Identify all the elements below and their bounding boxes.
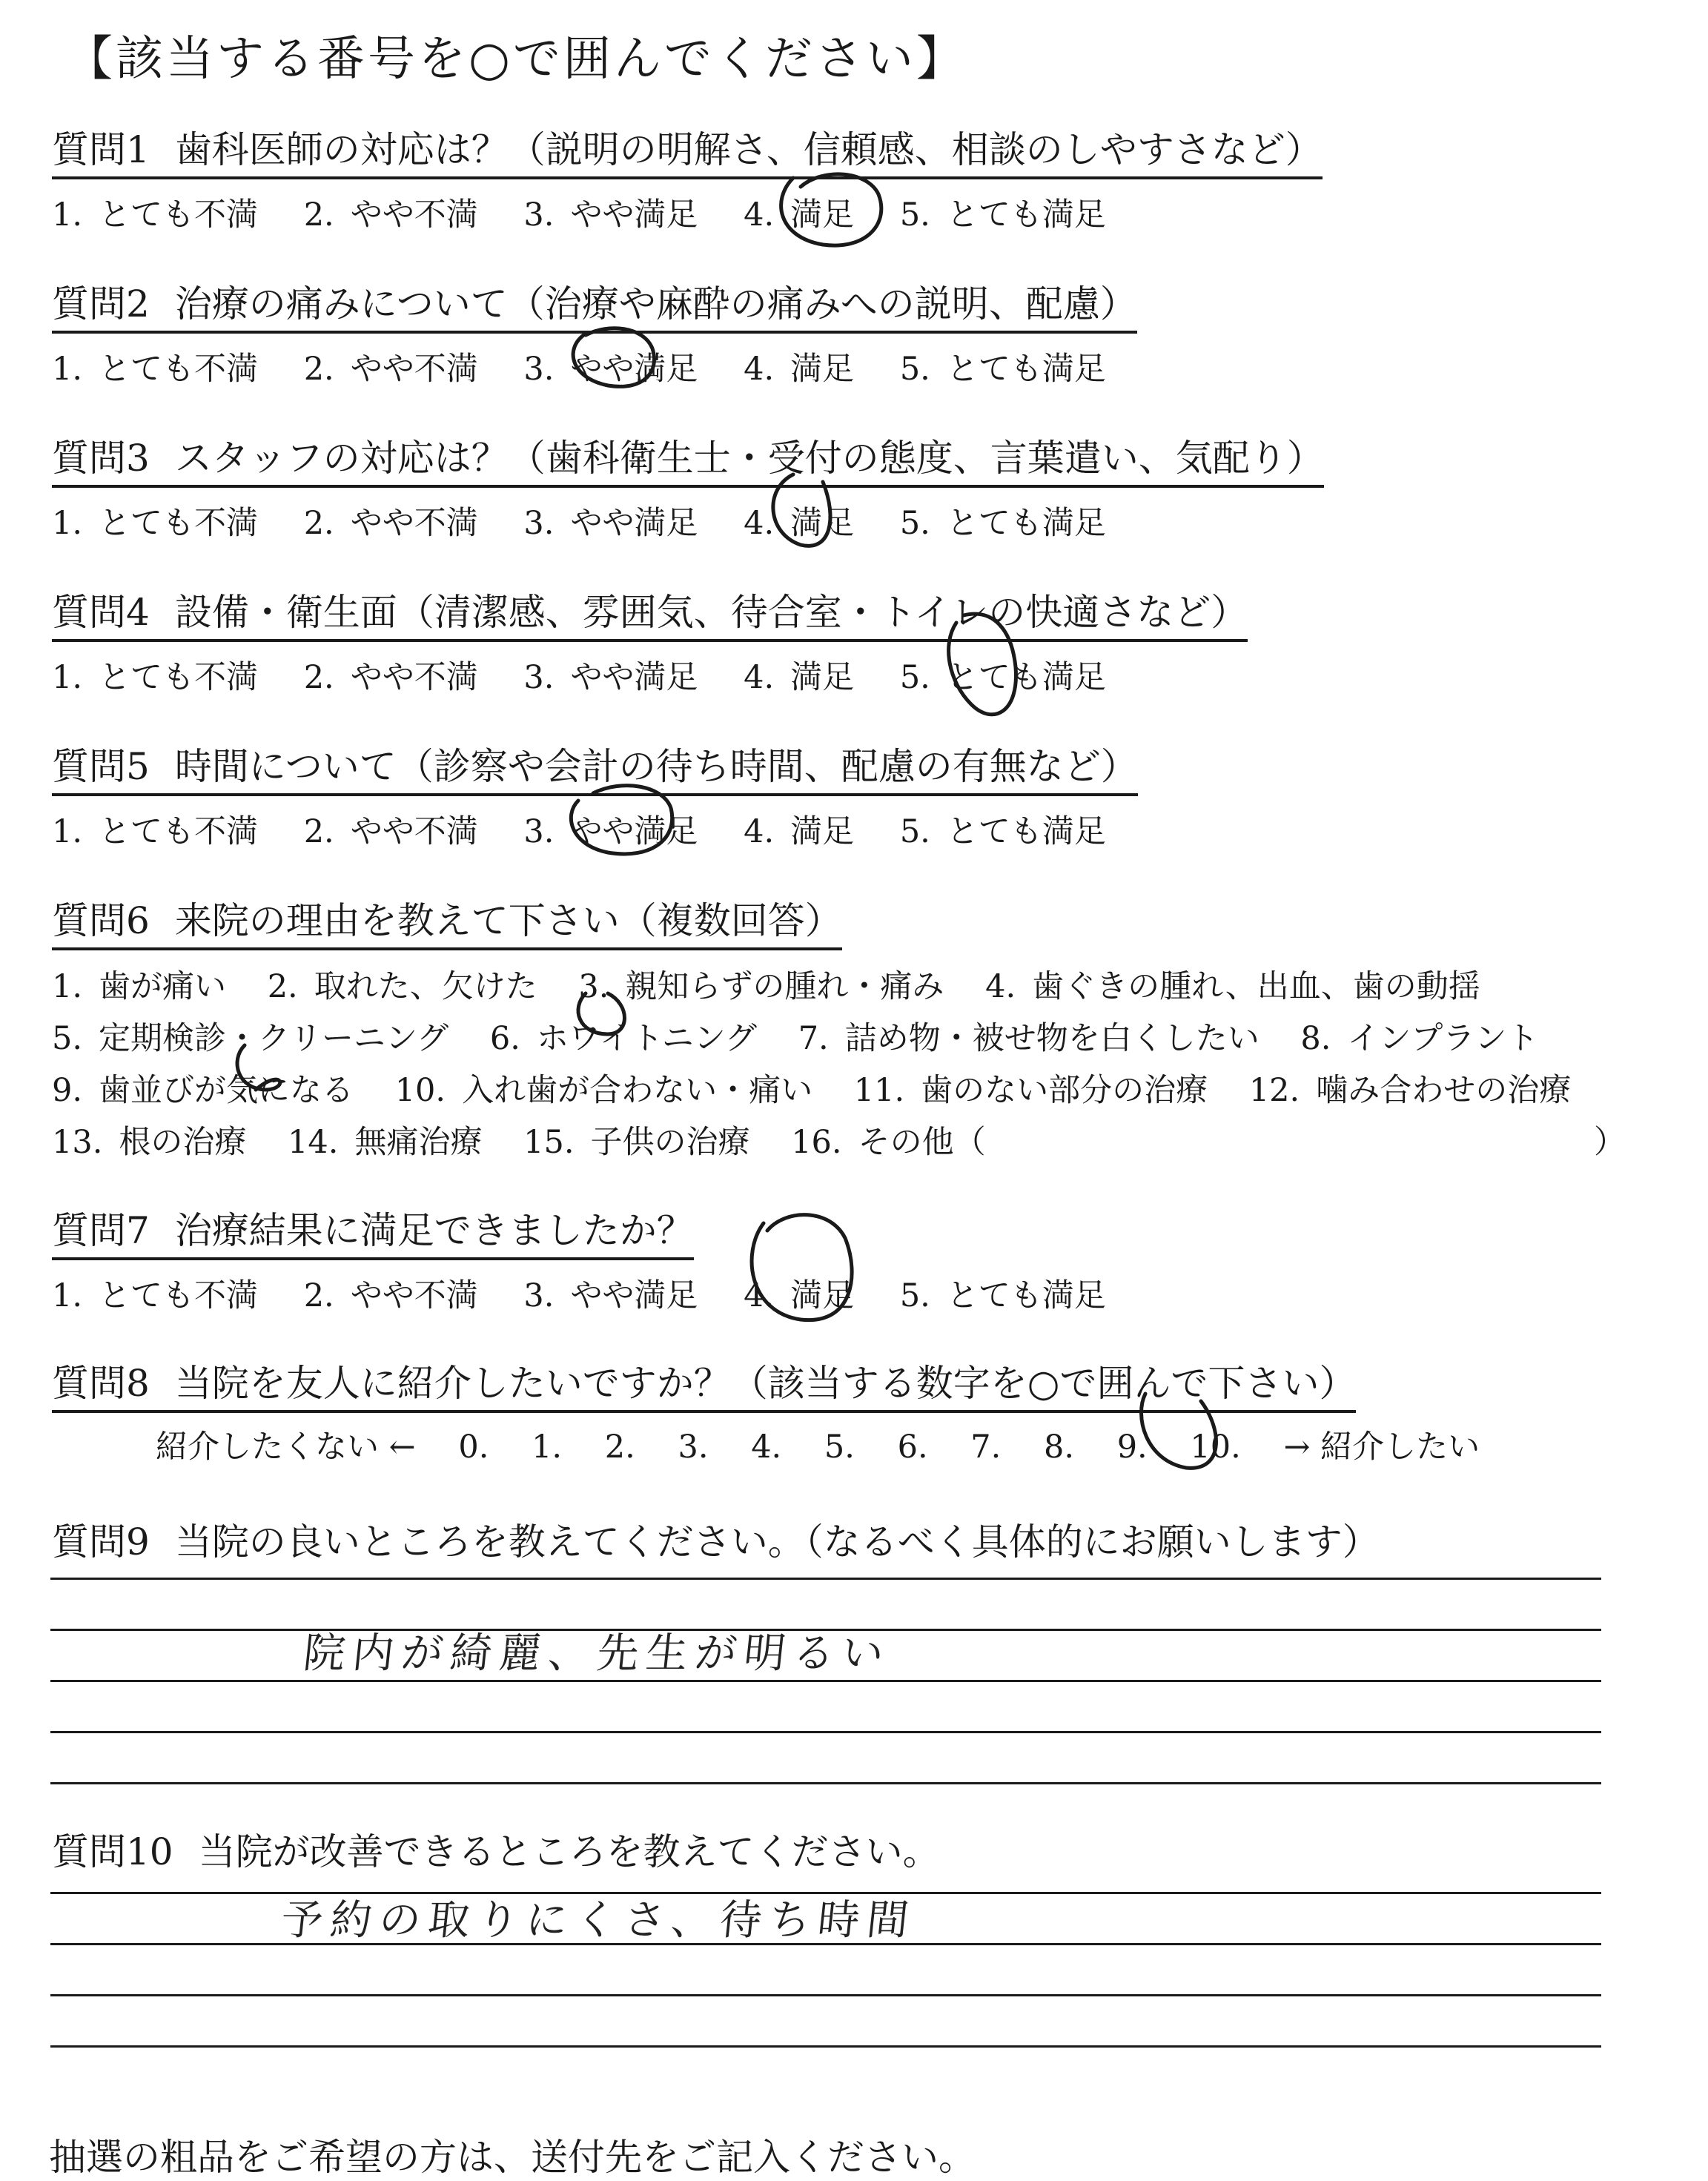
option-4[interactable]: 4. 満足 bbox=[744, 813, 855, 850]
question-8 bbox=[52, 1354, 1668, 1467]
answer-options bbox=[52, 961, 1668, 1168]
scale-8[interactable]: 8. bbox=[1044, 1429, 1075, 1466]
option-row bbox=[52, 961, 1668, 1013]
scale-right-label: → 紹介したい bbox=[1283, 1429, 1480, 1466]
option-1[interactable]: 1. とても不満 bbox=[52, 1277, 259, 1314]
scale-9[interactable]: 9. bbox=[1116, 1429, 1148, 1466]
option-5[interactable]: 5. とても満足 bbox=[899, 196, 1106, 234]
option-5[interactable]: 5. とても満足 bbox=[899, 351, 1106, 388]
question-title: 質問1 歯科医師の対応は？（説明の明解さ、信頼感、相談のしやすさなど） bbox=[52, 120, 1323, 179]
option-3[interactable]: 3. 親知らずの腫れ・痛み bbox=[578, 968, 944, 1005]
option-13[interactable]: 13. 根の治療 bbox=[52, 1124, 247, 1161]
option-12[interactable]: 12. 噛み合わせの治療 bbox=[1248, 1072, 1572, 1109]
option-8[interactable]: 8. インプラント bbox=[1300, 1020, 1539, 1057]
question-2 bbox=[52, 274, 1668, 389]
option-4[interactable]: 4. 満足 bbox=[744, 505, 855, 542]
question-title: 質問3 スタッフの対応は？（歯科衛生士・受付の態度、言葉遣い、気配り） bbox=[52, 428, 1324, 488]
question-6 bbox=[52, 891, 1668, 1168]
footer-note: 抽選の粗品をご希望の方は、送付先をご記入ください。 bbox=[49, 2136, 976, 2179]
option-14[interactable]: 14. 無痛治療 bbox=[288, 1124, 483, 1161]
answer-options bbox=[52, 498, 1668, 543]
answer-options bbox=[52, 807, 1668, 852]
option-5[interactable]: 5. 定期検診・クリーニング bbox=[52, 1020, 449, 1057]
option-4[interactable]: 4. 満足 bbox=[744, 1277, 855, 1314]
option-row bbox=[52, 1116, 1668, 1168]
option-2[interactable]: 2. やや不満 bbox=[303, 659, 478, 696]
scale-0[interactable]: 0. bbox=[458, 1429, 489, 1466]
option-9[interactable]: 9. 歯並びが気になる bbox=[52, 1072, 354, 1109]
option-2[interactable]: 2. やや不満 bbox=[303, 1277, 478, 1314]
answer-options bbox=[52, 1271, 1668, 1316]
option-row bbox=[52, 1065, 1668, 1116]
option-3[interactable]: 3. やや満足 bbox=[523, 1277, 698, 1314]
question-title: 質問2 治療の痛みについて（治療や麻酔の痛みへの説明、配慮） bbox=[52, 274, 1137, 334]
scale-6[interactable]: 6. bbox=[897, 1429, 928, 1466]
recommend-scale bbox=[52, 1422, 1668, 1467]
question-7 bbox=[52, 1201, 1668, 1316]
option-11[interactable]: 11. 歯のない部分の治療 bbox=[853, 1072, 1208, 1109]
scale-5[interactable]: 5. bbox=[824, 1429, 855, 1466]
option-10[interactable]: 10. 入れ歯が合わない・痛い bbox=[394, 1072, 813, 1109]
question-1 bbox=[52, 120, 1668, 235]
option-1[interactable]: 1. とても不満 bbox=[52, 351, 259, 388]
answer-options bbox=[52, 652, 1668, 698]
scale-left-label: 紹介したくない ← bbox=[156, 1429, 416, 1466]
other-close-paren: ） bbox=[1594, 1124, 1626, 1161]
option-2[interactable]: 2. 取れた、欠けた bbox=[267, 968, 537, 1005]
question-3 bbox=[52, 428, 1668, 543]
option-5[interactable]: 5. とても満足 bbox=[899, 813, 1106, 850]
option-5[interactable]: 5. とても満足 bbox=[899, 659, 1106, 696]
option-3[interactable]: 3. やや満足 bbox=[523, 351, 698, 388]
option-1[interactable]: 1. とても不満 bbox=[52, 659, 259, 696]
question-title: 質問10 当院が改善できるところを教えてください。 bbox=[52, 1830, 940, 1873]
form-header: 【該当する番号を○で囲んでください】 bbox=[65, 32, 967, 87]
question-title: 質問4 設備・衛生面（清潔感、雰囲気、待合室・トイレの快適さなど） bbox=[52, 583, 1248, 642]
option-2[interactable]: 2. やや不満 bbox=[303, 505, 478, 542]
question-4 bbox=[52, 583, 1668, 698]
answer-options bbox=[52, 344, 1668, 389]
question-title: 質問9 当院の良いところを教えてください。（なるべく具体的にお願いします） bbox=[52, 1520, 1380, 1563]
scale-7[interactable]: 7. bbox=[970, 1429, 1002, 1466]
scale-1[interactable]: 1. bbox=[532, 1429, 563, 1466]
scale-2[interactable]: 2. bbox=[604, 1429, 635, 1466]
question-title: 質問5 時間について（診察や会計の待ち時間、配慮の有無など） bbox=[52, 737, 1138, 796]
handwritten-answer-q10: 予約の取りにくさ、待ち時間 bbox=[279, 1896, 918, 1945]
option-15[interactable]: 15. 子供の治療 bbox=[523, 1124, 750, 1161]
option-3[interactable]: 3. やや満足 bbox=[523, 196, 698, 234]
question-title: 質問7 治療結果に満足できましたか？ bbox=[52, 1201, 694, 1260]
option-1[interactable]: 1. とても不満 bbox=[52, 505, 259, 542]
option-2[interactable]: 2. やや不満 bbox=[303, 351, 478, 388]
option-3[interactable]: 3. やや満足 bbox=[523, 659, 698, 696]
option-4[interactable]: 4. 歯ぐきの腫れ、出血、歯の動揺 bbox=[985, 968, 1480, 1005]
option-4[interactable]: 4. 満足 bbox=[744, 351, 855, 388]
scale-4[interactable]: 4. bbox=[751, 1429, 782, 1466]
option-row bbox=[52, 1013, 1668, 1065]
option-1[interactable]: 1. 歯が痛い bbox=[52, 968, 227, 1005]
option-6[interactable]: 6. ホワイトニング bbox=[489, 1020, 758, 1057]
question-title: 質問8 当院を友人に紹介したいですか？（該当する数字を○で囲んで下さい） bbox=[52, 1354, 1356, 1413]
option-4[interactable]: 4. 満足 bbox=[744, 196, 855, 234]
option-3[interactable]: 3. やや満足 bbox=[523, 813, 698, 850]
option-1[interactable]: 1. とても不満 bbox=[52, 196, 259, 234]
option-4[interactable]: 4. 満足 bbox=[744, 659, 855, 696]
answer-options bbox=[52, 190, 1668, 235]
question-5 bbox=[52, 737, 1668, 852]
option-1[interactable]: 1. とても不満 bbox=[52, 813, 259, 850]
scale-3[interactable]: 3. bbox=[678, 1429, 709, 1466]
option-3[interactable]: 3. やや満足 bbox=[523, 505, 698, 542]
option-7[interactable]: 7. 詰め物・被せ物を白くしたい bbox=[798, 1020, 1260, 1057]
option-5[interactable]: 5. とても満足 bbox=[899, 505, 1106, 542]
question-title: 質問6 来院の理由を教えて下さい（複数回答） bbox=[52, 891, 842, 950]
handwritten-answer-q9: 院内が綺麗、先生が明るい bbox=[301, 1629, 893, 1678]
option-16[interactable]: 16. その他（ bbox=[791, 1124, 986, 1161]
scale-10[interactable]: 10. bbox=[1190, 1429, 1241, 1466]
option-5[interactable]: 5. とても満足 bbox=[899, 1277, 1106, 1314]
option-2[interactable]: 2. やや不満 bbox=[303, 196, 478, 234]
option-2[interactable]: 2. やや不満 bbox=[303, 813, 478, 850]
